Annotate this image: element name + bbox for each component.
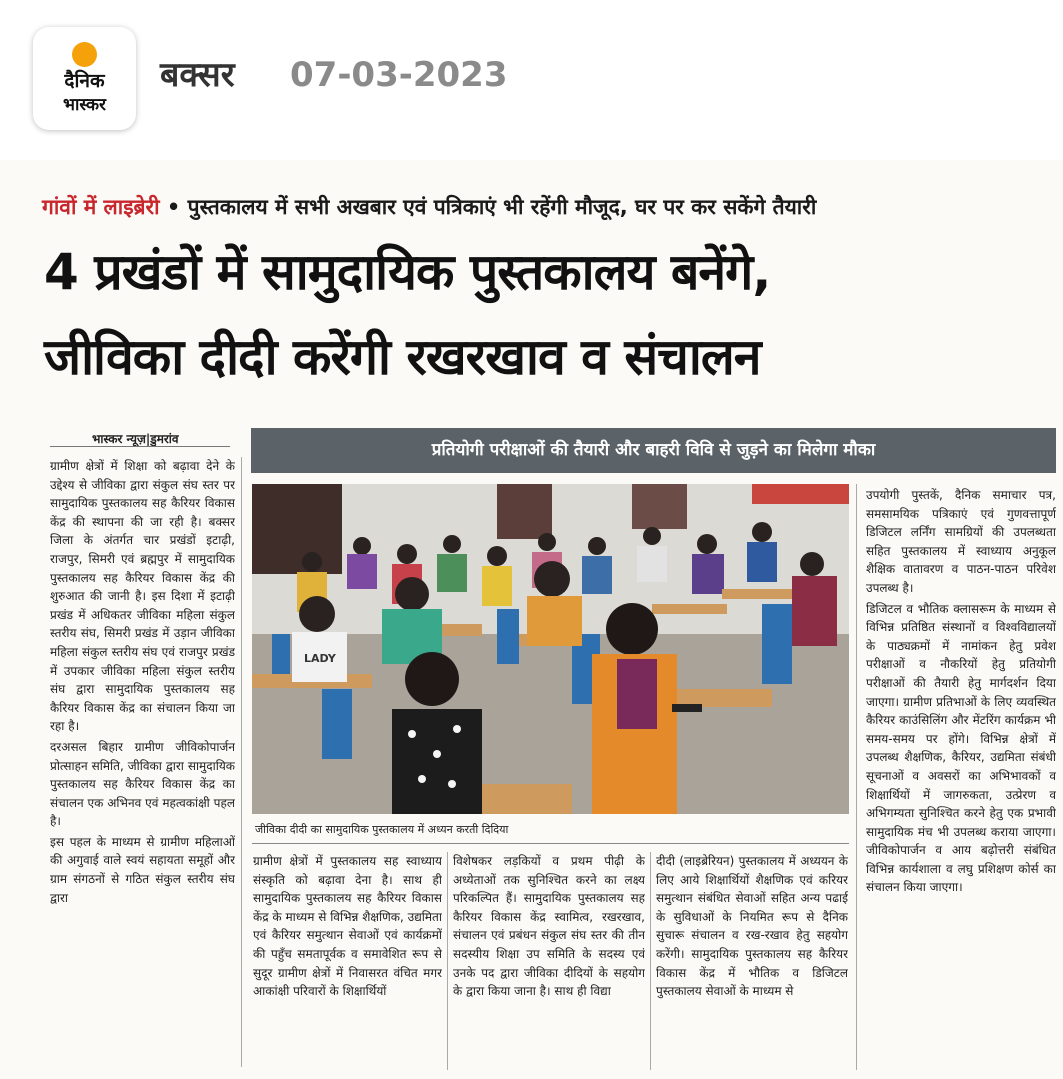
shirt-text: LADY [304,652,336,665]
classroom-photo-illustration [252,484,849,814]
column-5-paragraph-1: उपयोगी पुस्तकें, दैनिक समाचार पत्र, समसामयिक पत्रिकाएं एवं गुणवत्तापूर्ण डिजिटल लर्निंग सामग्रियों की उपलब्धता सहित पुस्तकालय में स्वाध्याय अनुकूल शैक्षिक वातावरण व पाठन-पाठन परिवेश उपलब्ध है। [866,488,1056,595]
logo-text-line1: दैनिक [64,70,105,92]
column-divider [650,852,651,1070]
article-column-2 [253,852,442,1070]
dainik-bhaskar-logo[interactable] [33,27,136,130]
headline-line-1: 4 प्रखंडों में सामुदायिक पुस्तकालय बनेंगे, [44,243,771,301]
edition-date: 07-03-2023 [290,55,508,95]
news-photo-students-in-library[interactable] [252,484,849,814]
headline-line-2: जीविका दीदी करेंगी रखरखाव व संचालन [44,328,761,386]
article-column-1 [50,457,235,1067]
column-3-paragraph: विशेषकर लड़कियों व प्रथम पीढ़ी के अध्येताओं तक सुनिश्चित करने का लक्ष्य परिकल्पित हैं। सामुदायिक पुस्तकालय सह कैरियर विकास केंद्र स्वामित्व, रखरखाव, संचालन एवं प्रबंधन संकुल संघ स्तर की तीन सदस्यीय शिक्षा उप समिति के सदस्य एवं उनके पद द्वारा जीविका दीदियों के सहयोग के द्वारा किया जाना है। साथ ही विद्या [453,854,645,999]
column-2-paragraph: ग्रामीण क्षेत्रों में पुस्तकालय सह स्वाध्याय संस्कृति को बढ़ावा देना है। साथ ही सामुदायिक पुस्तकालय सह कैरियर विकास केंद्र के माध्यम से विभिन्न शैक्षणिक, उद्यमिता एवं कैरियर समुत्थान सेवाओं एवं कार्यक्रमों की पहुँच समतापूर्वक व समावेशित रूप से सुदूर ग्रामीण क्षेत्रों में निवासरत वंचित मगर आकांक्षी परिवारों के शिक्षार्थियों [253,854,442,999]
byline-rule [50,446,230,447]
kicker-label: गांवों में लाइब्रेरी [42,195,160,219]
sun-icon [72,42,97,67]
column-divider [856,484,857,1070]
column-divider [447,852,448,1070]
logo-text-line2: भास्कर [63,95,106,115]
kicker-separator: • [166,195,181,219]
byline: भास्कर न्यूज़|डुमरांव [92,432,179,446]
kicker-line [42,193,816,221]
column-4-paragraph: दीदी (लाइब्रेरियन) पुस्तकालय में अध्ययन के लिए आये शिक्षार्थियों शैक्षणिक एवं करियर समुत्थान संबंधित सेवाओं सहित अन्य पढाई के सुविधाओं के नियमित रूप से दैनिक सुचारू संचालन व रख-रखाव हेतु सहयोग करेंगी। सामुदायिक पुस्तकालय सह कैरियर विकास केंद्र में भौतिक व डिजिटल पुस्तकालय सेवाओं के माध्यम से [656,854,848,999]
column-1-paragraph-2: दरअसल बिहार ग्रामीण जीविकोपार्जन प्रोत्साहन समिति, जीविका द्वारा सामुदायिक पुस्तकालय सह कैरियर विकास केंद्र का संचालन एक अभिनव एवं महत्वकांक्षी पहल है। [50,739,235,829]
column-1-paragraph-3: इस पहल के माध्यम से ग्रामीण महिलाओं की अगुवाई वाले स्वयं सहायता समूहों और ग्राम संगठनों से गठित संकुल स्तरीय संघ द्वारा [50,834,235,905]
edition-city: बक्सर [160,55,235,95]
article-column-4 [656,852,848,1070]
subheadline-banner: प्रतियोगी परीक्षाओं की तैयारी और बाहरी विवि से जुड़ने का मिलेगा मौका [251,428,1056,473]
caption-rule [252,843,849,844]
photo-caption: जीविका दीदी का सामुदायिक पुस्तकालय में अध्यन करती दिदिया [255,823,509,836]
column-divider [241,457,242,1067]
column-1-paragraph-1: ग्रामीण क्षेत्रों में शिक्षा को बढ़ावा देने के उद्देश्य से जीविका द्वारा संकुल संघ स्तर पर सामुदायिक पुस्तकालय सह कैरियर विकास केंद्र की स्थापना की जा रही है। बक्सर जिला के अंतर्गत चार प्रखंडों इटाढ़ी, राजपुर, सिमरी एवं ब्रह्मपुर में सामुदायिक पुस्तकालय सह कैरियर विकास केंद्र की शुरुआत की जानी है। इस दिशा में इटाढ़ी प्रखंड में अधिकतर जीविका महिला संकुल स्तरीय संघ, सिमरी प्रखंड में उड़ान जीविका महिला संकुल स्तरीय संघ एवं राजपुर प्रखंड में उपकार जीविका महिला संकुल स्तरीय संघ द्वारा सामुदायिक पुस्तकालय सह कैरियर विकास केंद्र का संचालन किया जा रहा है। [50,459,235,734]
article-column-5 [866,486,1056,1070]
article-column-3 [453,852,645,1070]
kicker-text: पुस्तकालय में सभी अखबार एवं पत्रिकाएं भी रहेंगी मौजूद, घर पर कर सकेंगे तैयारी [187,195,817,219]
column-5-paragraph-2: डिजिटल व भौतिक क्लासरूम के माध्यम से विभिन्न प्रतिष्ठित संस्थानों व विश्वविद्यालयों के पाठ्यक्रमों में नामांकन हेतु प्रवेश परीक्षाओं व नौकरियों हेतु प्रतियोगी परीक्षाओं की तैयारी हेतु मार्गदर्शन दिया जाएगा। ग्रामीण प्रतिभाओं के लिए व्यवस्थित कैरियर काउंसिलिंग और मेंटरिंग कार्यक्रम भी समय-समय पर होंगे। विभिन्न क्षेत्रों में उपलब्ध शैक्षणिक, कैरियर, उद्यमिता संबंधी सूचनाओं व अवसरों का अभिभावकों व शिक्षार्थियों में जागरुकता, उत्प्रेरण व अभिगम्यता सुनिश्चित करने हेतु एक प्रभावी सामुदायिक मंच भी उपलब्ध कराया जाएगा। जीविकोपार्जन व आय बढ़ोत्तरी संबंधित विभिन्न कार्यशाला व लघु प्रशिक्षण कोर्स का संचालन किया जाएगा। [866,601,1056,895]
